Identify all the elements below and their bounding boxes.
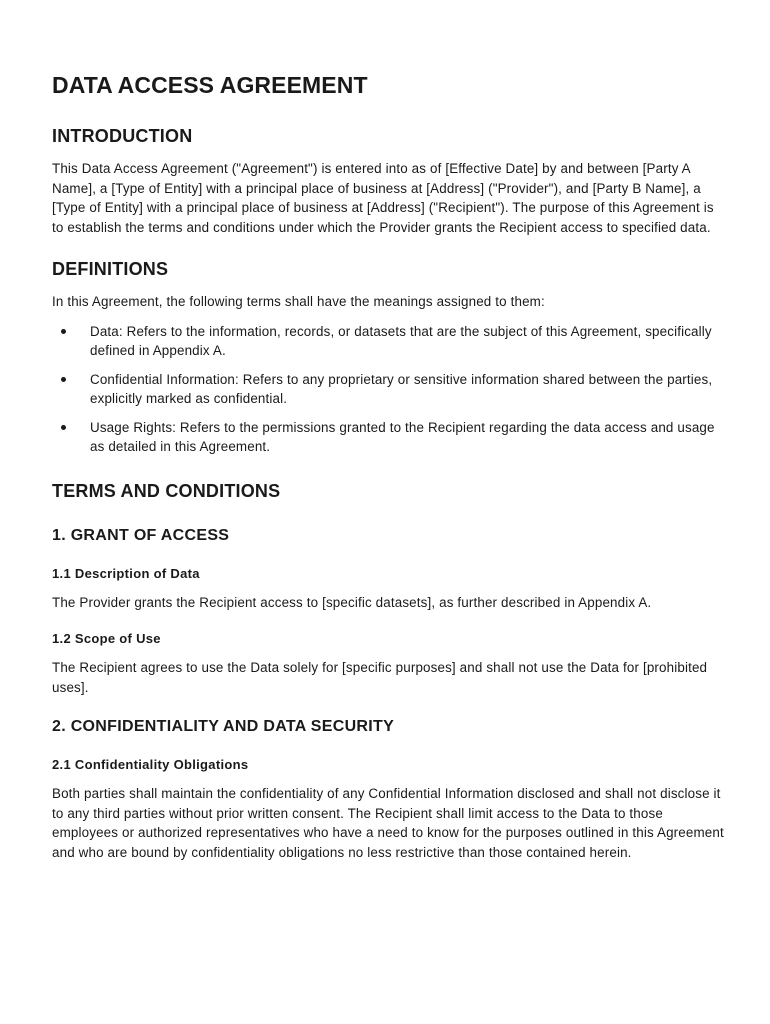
introduction-text: This Data Access Agreement ("Agreement") is entered into as of [Effective Date] by and between [Party A Name], a [Type of Entity] with a principal place of business at [Address] ("Provider"), and [Party B Name], a [Type of Entity] with a principal place of business at [Address] ("Recipient"). The purpose of this Agreement is to establish the terms and conditions under which the Provider grants the Recipient access to specified data. [52,161,714,235]
section-1-heading: 1. GRANT OF ACCESS [52,526,230,544]
definition-data: Data: Refers to the information, records, or datasets that are the subject of this Agreement, specifically defined in Appendix A. [90,323,712,358]
bullet-icon [61,329,66,334]
list-item [52,370,724,409]
section-2-1-text: Both parties shall maintain the confidentiality of any Confidential Information disclosed and shall not disclose it to any third parties without prior written consent. The Recipient shall limit access to the Data to those employees or authorized representatives who have a need to know for the purposes outlined in this Agreement and who are bound by confidentiality obligations no less restrictive than those contained herein. [52,786,724,860]
definition-usage-rights: Usage Rights: Refers to the permissions granted to the Recipient regarding the data access and usage as detailed in this Agreement. [90,419,715,454]
document-title: DATA ACCESS AGREEMENT [52,72,368,98]
section-1-2-heading: 1.2 Scope of Use [52,631,161,646]
document-page [52,70,724,862]
list-item [52,322,724,361]
introduction-heading: INTRODUCTION [52,126,193,146]
definitions-heading: DEFINITIONS [52,259,169,279]
bullet-icon [61,377,66,382]
definitions-intro: In this Agreement, the following terms shall have the meanings assigned to them: [52,294,545,309]
terms-heading: TERMS AND CONDITIONS [52,480,281,501]
section-2-1-heading: 2.1 Confidentiality Obligations [52,757,249,772]
section-1-1-heading: 1.1 Description of Data [52,565,200,581]
list-item [52,418,724,457]
bullet-icon [61,425,66,430]
definition-confidential-information: Confidential Information: Refers to any proprietary or sensitive information shared between the parties, explicitly marked as confidential. [90,371,713,406]
section-1-2-text: The Recipient agrees to use the Data solely for [specific purposes] and shall not use the Data for [prohibited uses]. [52,660,708,695]
definitions-list [52,322,724,457]
section-1-1-text: The Provider grants the Recipient access to [specific datasets], as further described in Appendix A. [52,594,652,610]
section-2-heading: 2. CONFIDENTIALITY AND DATA SECURITY [52,718,395,735]
